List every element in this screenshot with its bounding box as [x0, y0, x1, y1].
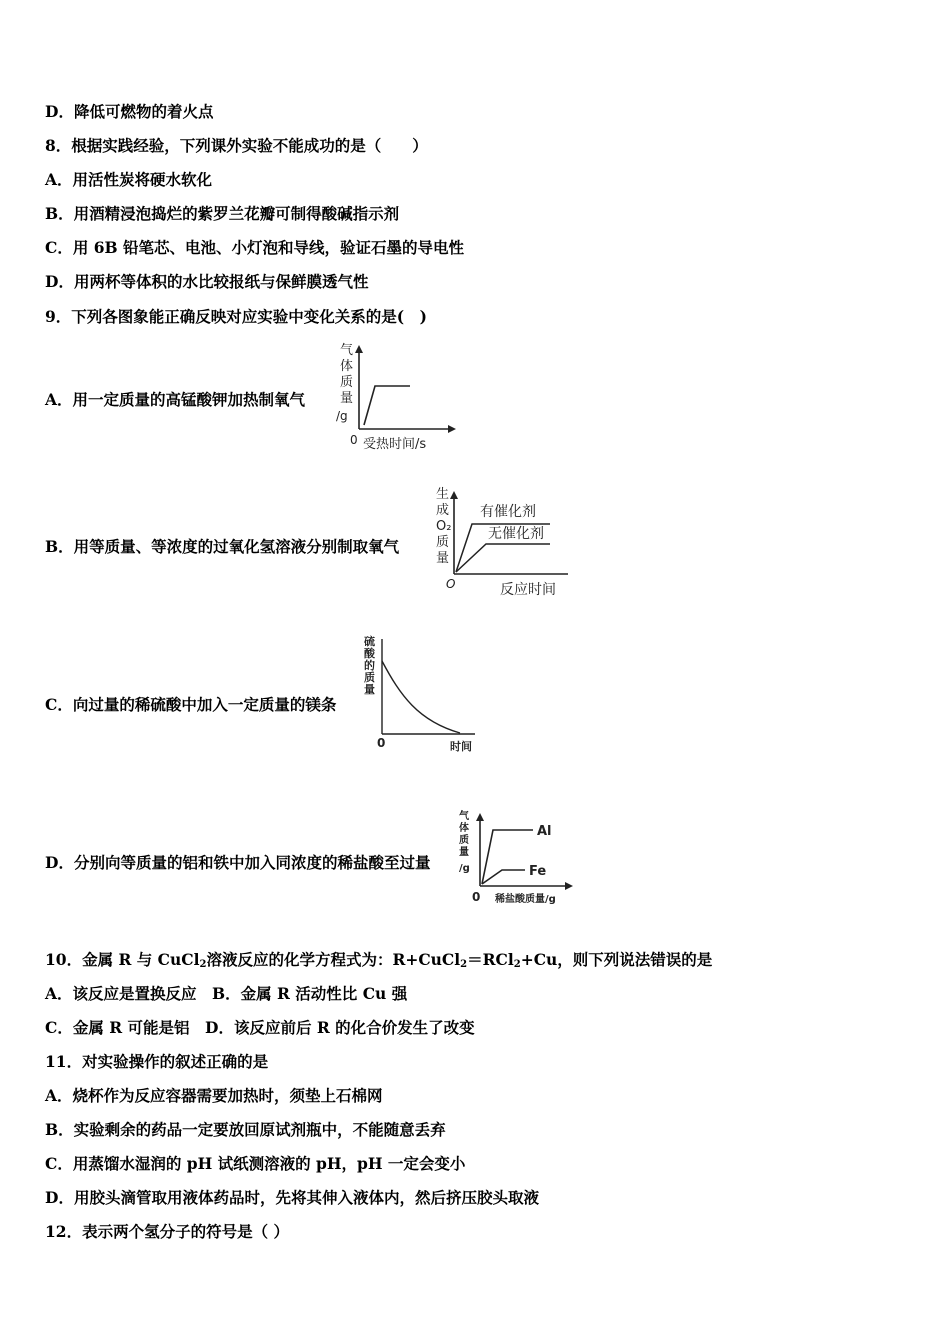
graph-a-ylabel-5: /g [336, 409, 348, 423]
graph-c-ylabel-1: 硫 [364, 635, 375, 648]
q10-stem [45, 950, 712, 975]
graph-b-ylabel-5: 量 [436, 551, 450, 566]
graph-b-y-arrow [450, 491, 458, 499]
graph-c-ylabel-4: 质 [364, 671, 375, 684]
graph-d-origin: 0 [472, 890, 481, 904]
graph-a [330, 340, 470, 455]
graph-c-xlabel: 时间 [450, 740, 472, 753]
graph-b-ylabel-4: 质 [436, 535, 450, 550]
graph-d-series-label-fe: Fe [529, 864, 547, 879]
graph-b-origin: O [446, 577, 456, 591]
graph-c-ylabel-2: 酸 [364, 647, 375, 660]
q12-stem: 12．表示两个氢分子的符号是（ ） [45, 1222, 289, 1241]
graph-a-ylabel-3: 质 [340, 375, 354, 390]
q9-option-d: D．分别向等质量的铝和铁中加入同浓度的稀盐酸至过量 [45, 853, 431, 872]
q8-stem: 8．根据实践经验，下列课外实验不能成功的是（ ） [45, 136, 428, 155]
graph-b-ylabel-3: O₂ [436, 519, 452, 534]
graph-c-ylabel-3: 的 [364, 659, 375, 672]
q10-sub-1: 2 [199, 959, 207, 970]
q10-options-cd: C．金属 R 可能是铝 D．该反应前后 R 的化合价发生了改变 [45, 1018, 475, 1037]
graph-d [455, 805, 583, 909]
q9-option-a: A．用一定质量的高锰酸钾加热制氧气 [45, 390, 306, 409]
graph-d-ylabel-3: 质 [459, 835, 469, 846]
graph-d-ylabel-2: 体 [459, 823, 469, 834]
graph-a-xlabel: 受热时间/s [363, 437, 427, 452]
graph-d-series-fe [482, 870, 525, 884]
graph-d-ylabel-1: 气 [459, 811, 469, 822]
graph-c-origin: 0 [377, 736, 386, 750]
graph-d-ylabel-5: /g [459, 863, 470, 874]
q11-stem: 11．对实验操作的叙述正确的是 [45, 1052, 269, 1071]
graph-c-ylabel-5: 量 [364, 683, 375, 696]
graph-b-xlabel: 反应时间 [500, 582, 556, 598]
q7-option-d: D．降低可燃物的着火点 [45, 102, 214, 121]
q9-option-c: C．向过量的稀硫酸中加入一定质量的镁条 [45, 695, 337, 714]
q8-option-d: D．用两杯等体积的水比较报纸与保鲜膜透气性 [45, 272, 369, 291]
graph-c-curve [382, 661, 460, 733]
graph-b-ylabel-2: 成 [436, 503, 450, 518]
q10-sub-2: 2 [460, 959, 468, 970]
q11-option-a: A．烧杯作为反应容器需要加热时，须垫上石棉网 [45, 1086, 383, 1105]
q8-option-b: B．用酒精浸泡捣烂的紫罗兰花瓣可制得酸碱指示剂 [45, 204, 400, 223]
graph-d-series-label-al: Al [537, 824, 552, 839]
q10-text-2: 溶液反应的化学方程式为：R+CuCl [206, 950, 461, 969]
graph-b [428, 482, 578, 600]
q10-text-3: ＝RCl [467, 950, 514, 969]
graph-a-curve [364, 386, 410, 425]
graph-d-xlabel: 稀盐酸质量/g [495, 894, 556, 905]
q9-option-b: B．用等质量、等浓度的过氧化氢溶液分别制取氧气 [45, 537, 400, 556]
graph-a-y-arrow [355, 345, 363, 353]
q10-sub-3: 2 [513, 959, 521, 970]
graph-a-ylabel-2: 体 [340, 359, 354, 374]
graph-a-ylabel-1: 气 [340, 343, 354, 358]
q11-option-b: B．实验剩余的药品一定要放回原试剂瓶中，不能随意丢弃 [45, 1120, 446, 1139]
q11-option-d: D．用胶头滴管取用液体药品时，先将其伸入液体内，然后挤压胶头取液 [45, 1188, 539, 1207]
graph-b-series-label-1: 有催化剂 [480, 504, 536, 520]
graph-d-series-al [482, 830, 533, 884]
graph-c [360, 633, 485, 755]
graph-a-ylabel-4: 量 [340, 391, 354, 406]
graph-b-ylabel-1: 生 [436, 487, 450, 502]
q10-text-1: 10．金属 R 与 CuCl [45, 950, 200, 969]
graph-d-x-arrow [565, 882, 573, 890]
q10-options-ab: A．该反应是置换反应 B．金属 R 活动性比 Cu 强 [45, 984, 408, 1003]
graph-d-ylabel-4: 量 [459, 847, 469, 858]
graph-a-x-arrow [448, 425, 456, 433]
q8-option-c: C．用 6B 铅笔芯、电池、小灯泡和导线，验证石墨的导电性 [45, 238, 465, 257]
graph-b-series-label-2: 无催化剂 [488, 526, 544, 542]
q8-option-a: A．用活性炭将硬水软化 [45, 170, 213, 189]
graph-b-series-without-catalyst [456, 544, 550, 572]
graph-a-origin: 0 [350, 433, 358, 447]
q9-stem: 9．下列各图象能正确反映对应实验中变化关系的是( ) [45, 307, 427, 326]
q10-text-4: +Cu，则下列说法错误的是 [520, 950, 713, 969]
q11-option-c: C．用蒸馏水湿润的 pH 试纸测溶液的 pH，pH 一定会变小 [45, 1154, 466, 1173]
graph-d-y-arrow [476, 813, 484, 821]
